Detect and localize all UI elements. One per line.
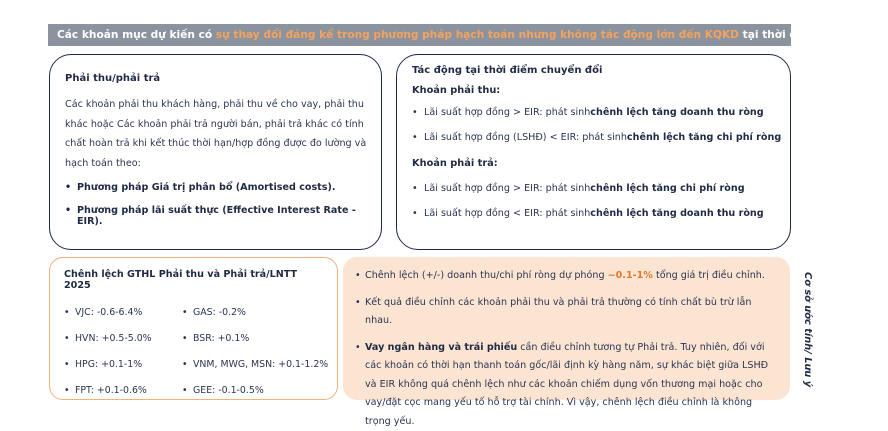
difference-item: • VNM, MWG, MSN: +0.1-1.2% [182,359,332,370]
header-highlight: sự thay đổi đáng kể trong phương pháp hạch toán nhưng không tác động lớn đến KQKD [216,29,739,41]
impact-item: • Lãi suất hợp đồng > EIR: phát sinh chênh lệch tăng doanh thu ròng [412,107,776,118]
side-label: Cơ sở ước tính/ Lưu ý [795,270,813,390]
receivables-card [49,54,382,250]
note-item: • Kết quả điều chỉnh các khoản phải thu và phải trả thường có tính chất bù trừ lẫn nhau. [353,294,776,331]
method-item: • Phương pháp Giá trị phân bổ (Amortised costs). [65,182,367,193]
difference-item: • GAS: -0.2% [182,307,332,318]
difference-item: • FPT: +0.1-0.6% [64,385,182,396]
receivables-title: Phải thu/phải trả [65,73,367,84]
difference-item: • GEE: -0.1-0.5% [182,385,332,396]
note-item: • Chênh lệch (+/-) doanh thu/chi phí ròng dự phóng ~0.1-1% tổng giá trị điều chỉnh. [353,267,776,286]
impact-item: • Lãi suất hợp đồng (LSHĐ) < EIR: phát sinh chênh lệch tăng chi phí ròng [412,132,776,143]
difference-item: • VJC: -0.6-6.4% [64,307,182,318]
differences-title: Chênh lệch GTHL Phải thu và Phải trả/LNTT 2025 [64,269,325,291]
receivables-description: Các khoản phải thu khách hàng, phải thu về cho vay, phải thu khác hoặc Các khoản phải trả người bán, phải trả khác có tính chất hoàn trả khi kết thúc thời hạn/hợp đồng được đo lường và hạch toán theo: [65,95,367,173]
header-text-1: Các khoản mục dự kiến có [57,29,216,41]
section-header [48,24,791,46]
difference-item: • HPG: +0.1-1% [64,359,182,370]
notes-card [343,257,790,400]
impact-item: • Lãi suất hợp đồng < EIR: phát sinh chênh lệch tăng doanh thu ròng [412,208,776,219]
difference-item: • HVN: +0.5-5.0% [64,333,182,344]
receivable-heading: Khoản phải thu: [412,85,776,96]
impact-card [396,54,791,250]
impact-item: • Lãi suất hợp đồng > EIR: phát sinh chênh lệch tăng chi phí ròng [412,183,776,194]
method-item: • Phương pháp lãi suất thực (Effective Interest Rate - EIR). [65,205,367,227]
header-text-2: tại thời điểm chuyển đổi [739,29,888,41]
impact-title: Tác động tại thời điểm chuyển đổi [412,65,776,76]
difference-item: • BSR: +0.1% [182,333,332,344]
differences-grid [64,307,325,396]
payable-heading: Khoản phải trả: [412,158,776,169]
differences-card [49,257,338,400]
note-item: • Vay ngân hàng và trái phiếu cần điều chỉnh tương tự Phải trả. Tuy nhiên, đối với các khoản có thời hạn thanh toán gốc/lãi định kỳ hàng năm, sự khác biệt giữa LSHĐ và EIR không quá chênh lệch như các khoản chiếm dụng vốn thương mại hoặc cho vay/đặt cọc mang yếu tố hỗ trợ tài chính. Vì vậy, chênh lệch điều chỉnh là không trọng yếu. [353,339,776,431]
